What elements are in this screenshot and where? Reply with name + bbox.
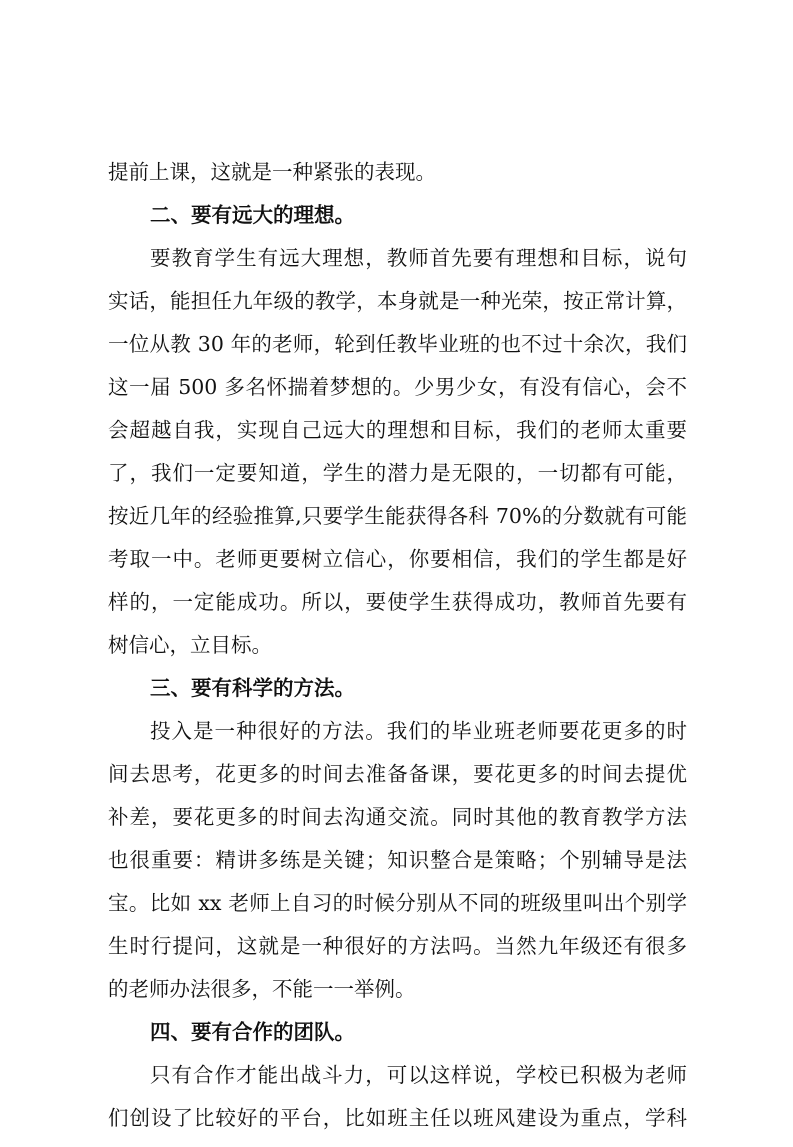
paragraph-line: 要教育学生有远大理想，教师首先要有理想和目标，说句 [150,246,687,270]
paragraph-line: 了，我们一定要知道，学生的潜力是无限的，一切都有可能， [108,461,687,485]
paragraph-line: 实话，能担任九年级的教学，本身就是一种光荣，按正常计算， [108,289,687,313]
paragraph-line: 们创设了比较好的平台，比如班主任以班风建设为重点，学科 [108,1106,687,1130]
paragraph-line: 生时行提问，这就是一种很好的方法吗。当然九年级还有很多 [108,934,687,958]
paragraph-line: 会超越自我，实现自己远大的理想和目标，我们的老师太重要 [108,418,687,442]
paragraph-line: 按近几年的经验推算,只要学生能获得各科 70%的分数就有可能 [108,504,687,528]
section-heading: 三、要有科学的方法。 [150,676,355,700]
paragraph-line: 一位从教 30 年的老师，轮到任教毕业班的也不过十余次，我们 [108,332,687,356]
paragraph-line: 投入是一种很好的方法。我们的毕业班老师要花更多的时 [150,719,687,743]
section-heading: 二、要有远大的理想。 [150,203,355,227]
paragraph-line: 只有合作才能出战斗力，可以这样说，学校已积极为老师 [150,1063,687,1087]
paragraph-line: 提前上课，这就是一种紧张的表现。 [108,160,436,184]
paragraph-line: 树信心，立目标。 [108,633,272,657]
paragraph-line: 考取一中。老师更要树立信心，你要相信，我们的学生都是好 [108,547,687,571]
document-page [108,158,687,1147]
paragraph-line: 的老师办法很多，不能一一举例。 [108,977,416,1001]
paragraph-line: 这一届 500 多名怀揣着梦想的。少男少女，有没有信心，会不 [108,375,687,399]
paragraph-line: 样的，一定能成功。所以，要使学生获得成功，教师首先要有 [108,590,687,614]
paragraph-line: 补差，要花更多的时间去沟通交流。同时其他的教育教学方法 [108,805,687,829]
paragraph-line: 宝。比如 xx 老师上自习的时候分别从不同的班级里叫出个别学 [108,891,687,915]
section-heading: 四、要有合作的团队。 [150,1020,355,1044]
paragraph-line: 间去思考，花更多的时间去准备备课，要花更多的时间去提优 [108,762,687,786]
paragraph-line: 也很重要：精讲多练是关键；知识整合是策略；个别辅导是法 [108,848,687,872]
